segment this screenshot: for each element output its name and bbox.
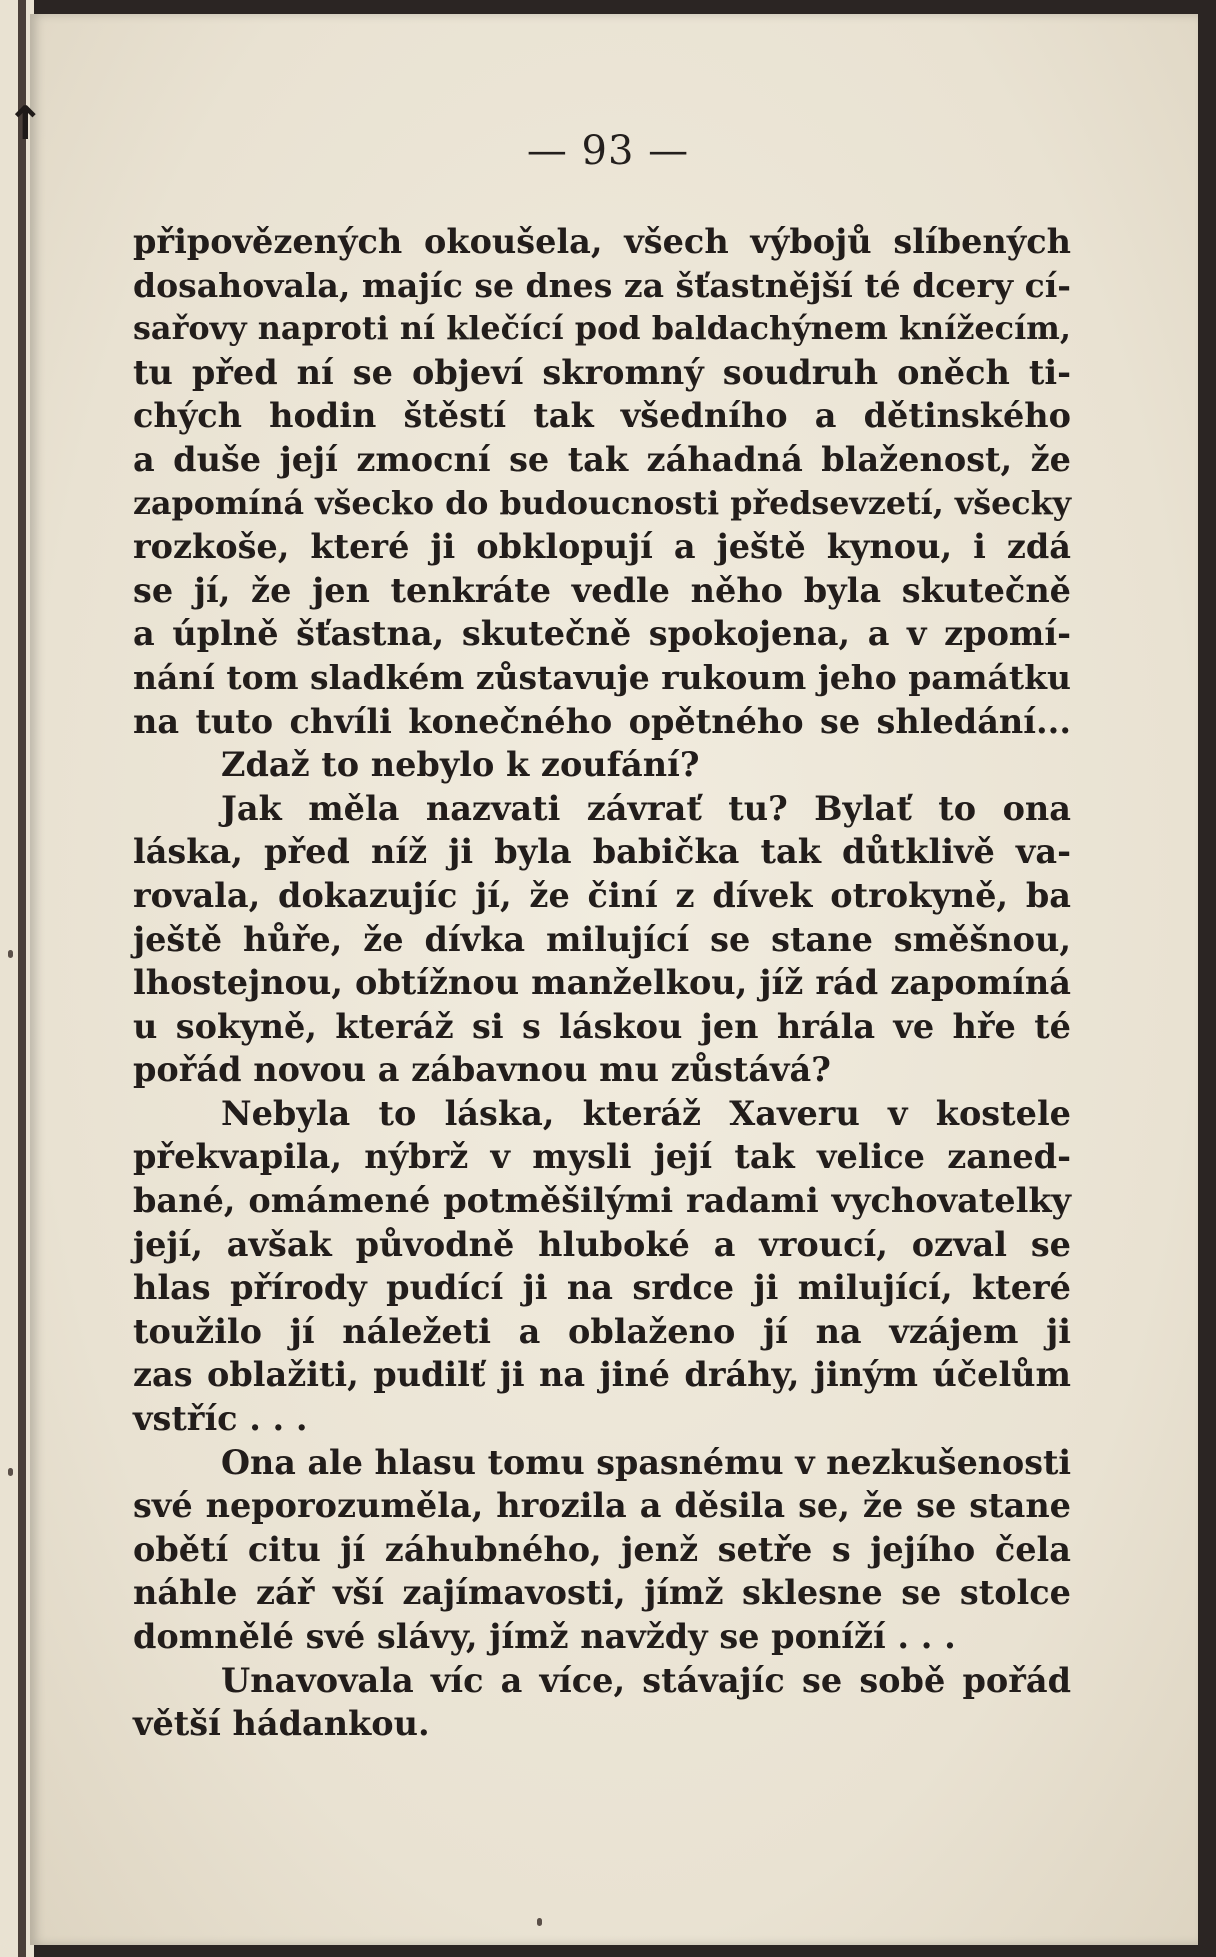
text-line: tu před ní se objeví skromný soudruh oněch ti- [133, 352, 1071, 392]
margin-arrow-mark: ↑ [6, 96, 45, 150]
text-line: toužilo jí náležeti a oblaženo jí na vzájem ji [133, 1311, 1071, 1351]
text-line: hlas přírody pudící ji na srdce ji milující, které [133, 1268, 1071, 1308]
text-line: náhle zář vší zajímavosti, jímž sklesne se stolce [133, 1573, 1071, 1613]
text-line: rozkoše, které ji obklopují a ještě kynou, i zdá [133, 527, 1071, 567]
text-line: Ona ale hlasu tomu spasnému v nezkušenosti [221, 1442, 1071, 1482]
text-line: své neporozuměla, hrozila a děsila se, že se stane [133, 1486, 1071, 1526]
text-line: její, avšak původně hluboké a vroucí, ozval se [133, 1224, 1071, 1264]
text-line: zapomíná všecko do budoucnosti předsevzetí, všecky [133, 484, 1071, 522]
text-line: nání tom sladkém zůstavuje rukoum jeho památku [133, 657, 1071, 697]
text-line: bané, omámené potměšilými radami vychovatelky [133, 1181, 1071, 1221]
text-line: chých hodin štěstí tak všedního a dětinského [133, 396, 1071, 436]
page-spot-mark [537, 1918, 542, 1926]
margin-dot-mark [8, 950, 13, 958]
text-line: na tuto chvíli konečného opětného se shledání... [133, 701, 1071, 741]
page-number: — 93 — [526, 128, 690, 174]
text-line: překvapila, nýbrž v mysli její tak velice zaned- [133, 1137, 1071, 1177]
text-line: pořád novou a zábavnou mu zůstává? [133, 1050, 831, 1090]
text-line: láska, před níž ji byla babička tak důtklivě va- [133, 832, 1071, 872]
text-line: sařovy naproti ní klečící pod baldachýnem knížecím, [133, 309, 1071, 348]
text-line: vstříc . . . [133, 1399, 308, 1439]
text-line: Nebyla to láska, kteráž Xaveru v kostele [221, 1093, 1071, 1133]
margin-dot-mark [8, 1468, 13, 1476]
text-line: u sokyně, kteráž si s láskou jen hrála ve hře té [133, 1006, 1071, 1046]
binding-shadow [18, 0, 26, 1957]
text-line: rovala, dokazujíc jí, že činí z dívek otrokyně, ba [133, 875, 1071, 915]
text-line: Unavovala víc a více, stávajíc se sobě pořád [221, 1660, 1071, 1700]
text-line: Jak měla nazvati závrať tu? Bylať to ona [221, 788, 1071, 828]
text-line: Zdaž to nebylo k zoufání? [221, 745, 700, 785]
text-line: a duše její zmocní se tak záhadná blaženost, že [133, 439, 1071, 479]
text-line: lhostejnou, obtížnou manželkou, jíž rád zapomíná [133, 963, 1071, 1003]
text-line: větší hádankou. [133, 1704, 430, 1744]
body-text [133, 220, 1071, 1746]
text-line: obětí citu jí záhubného, jenž setře s jejího čela [133, 1529, 1071, 1569]
text-line: zas oblažiti, pudilť ji na jiné dráhy, jiným účelům [133, 1355, 1071, 1395]
text-line: domnělé své slávy, jímž navždy se poníží . . . [133, 1617, 956, 1656]
text-line: připovězených okoušela, všech výbojů slíbených [133, 222, 1071, 261]
adjacent-page-edge [0, 0, 34, 1957]
text-line: ještě hůře, že dívka milující se stane směšnou, [133, 919, 1071, 959]
text-line: dosahovala, majíc se dnes za šťastnější té dcery cí- [133, 265, 1071, 305]
text-line: se jí, že jen tenkráte vedle něho byla skutečně [133, 570, 1071, 610]
text-line: a úplně šťastna, skutečně spokojena, a v zpomí- [133, 614, 1071, 654]
